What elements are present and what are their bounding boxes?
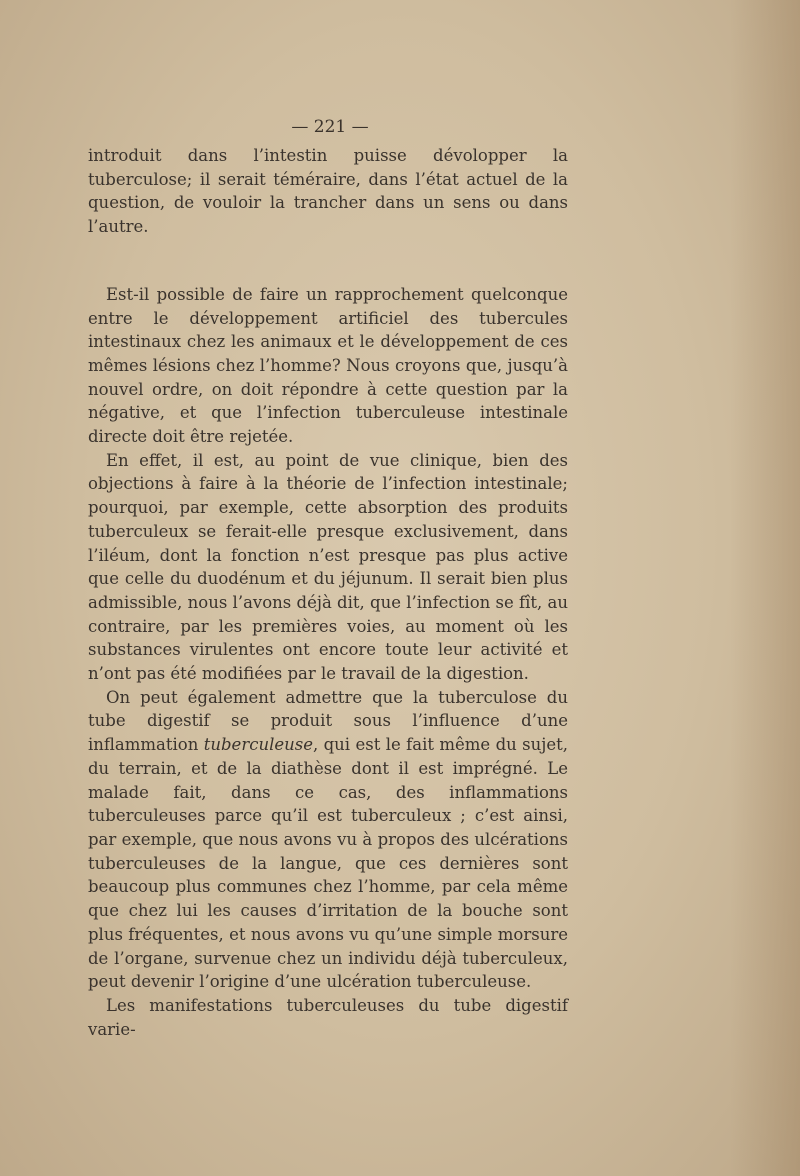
paragraph-last-line: Les manifestations tuberculeuses du tube digestif varie- xyxy=(88,995,568,1039)
body-text xyxy=(88,144,568,1041)
paragraph-text: , qui est le fait même du sujet, du terrain, et de la diathèse dont il est imprégné. Le malade fait, dans ce cas, des inflammations tuberculeuses parce qu’il est tuberculeux ; c’est ainsi, par exemple, que nous avons vu à propos des ulcérations tuberculeuses de la langue, que ces dernières sont beaucoup plus communes chez l’homme, par cela même que chez lui les causes d’irritation de la bouche sont plus fréquentes, et nous avons vu qu’une simple morsure de l’organe, survenue chez un individu déjà tuberculeux, peut devenir l’origine d’une ulcération tuberculeuse. xyxy=(88,735,568,992)
paragraph xyxy=(88,686,568,994)
page-number: — 221 — xyxy=(291,117,369,137)
paragraph-gap xyxy=(88,239,568,283)
paragraph: Est-il possible de faire un rapprochement quelconque entre le développement artificiel des tubercules intestinaux chez les animaux et le développement de ces mêmes lésions chez l’homme? Nous croyons que, jusqu’à nouvel ordre, on doit répondre à cette question par la négative, et que l’infection tuberculeuse intestinale directe doit être rejetée. xyxy=(88,284,568,447)
page-edge-shadow xyxy=(730,0,800,1176)
paragraph: En effet, il est, au point de vue clinique, bien des objections à faire à la théorie de l’infection intestinale; pourquoi, par exemple, cette absorption des produits tuberculeux se ferait-elle presque exclusivement, dans l’iléum, dont la fonction n’est presque pas plus active que celle du duodénum et du jéjunum. Il serait bien plus admissible, nous l’avons déjà dit, que l’infection se fît, au contraire, par les premières voies, au moment où les substances virulentes ont encore toute leur activité et n’ont pas été modifiées par le travail de la digestion. xyxy=(88,450,568,684)
paragraph-continuation: introduit dans l’intestin puisse dévolopper la tuberculose; il serait téméraire, dans l’état actuel de la question, de vouloir la trancher dans un sens ou dans l’autre. xyxy=(88,146,568,237)
paragraph-text: On peut également admettre que la tuberculose du tube digestif se produit sous l’influence d’une inflammation xyxy=(88,687,568,755)
italic-term: tuberculeuse xyxy=(203,735,313,755)
